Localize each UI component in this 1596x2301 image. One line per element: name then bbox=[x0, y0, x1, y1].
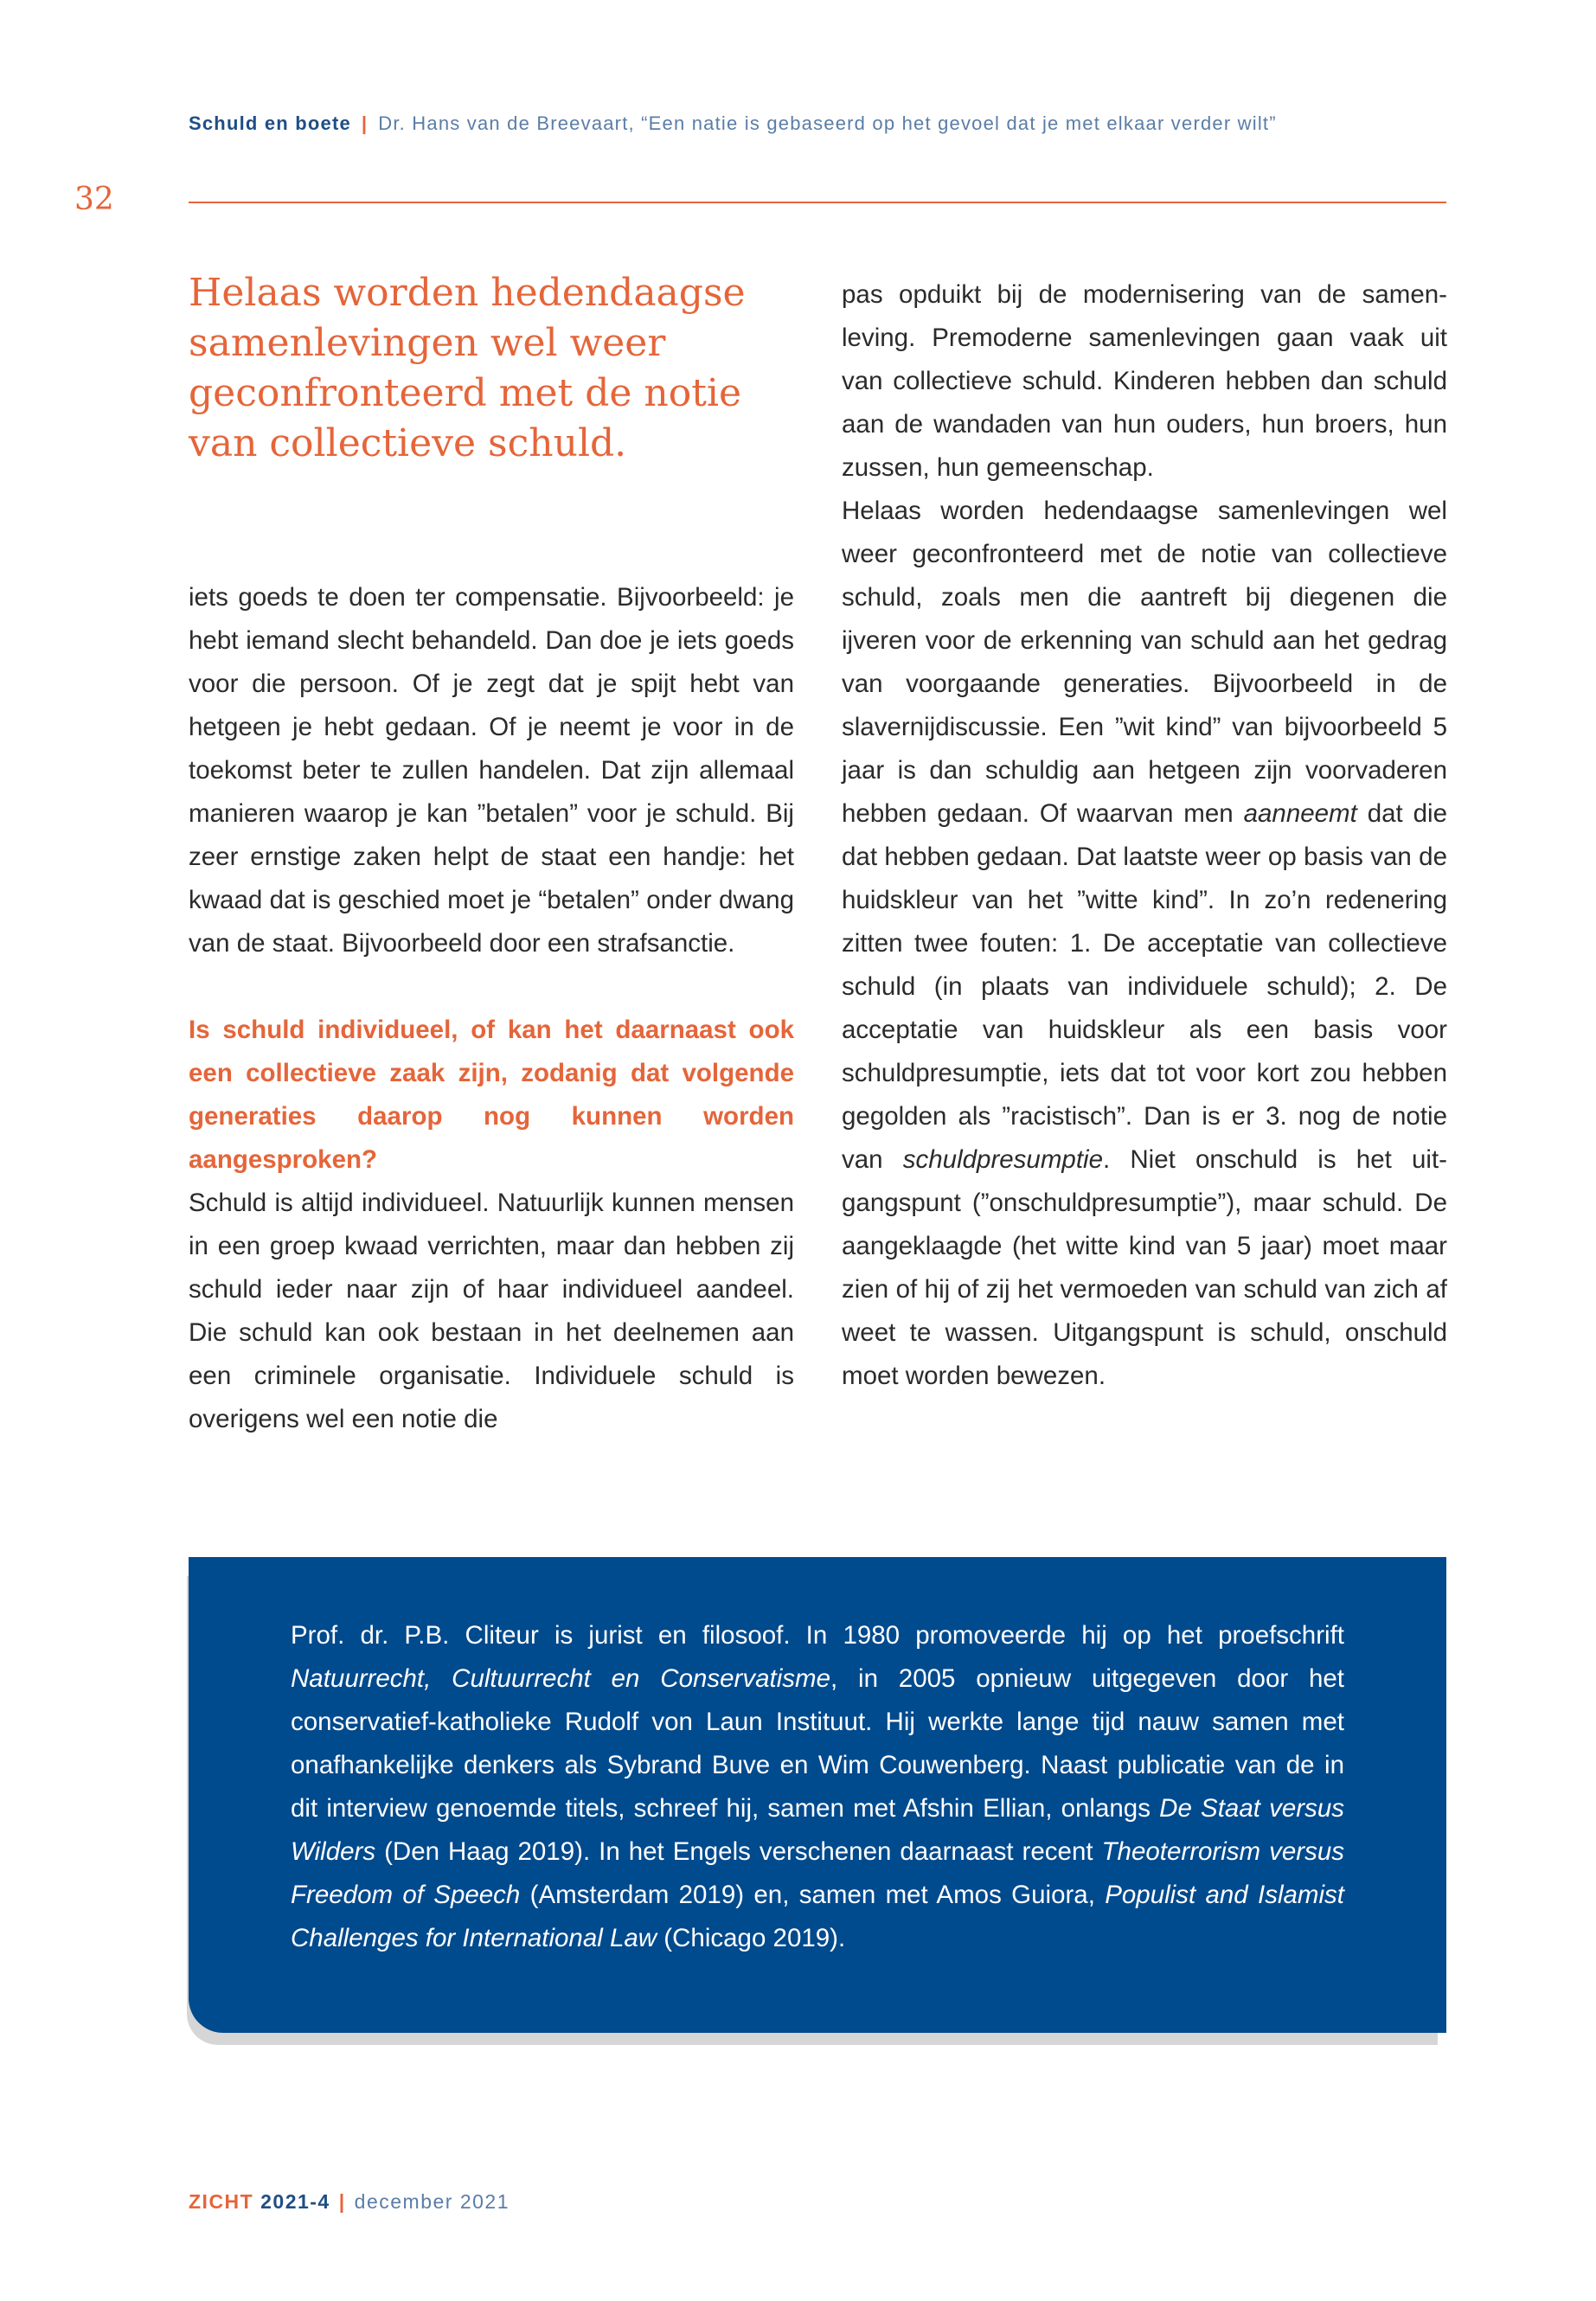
interview-question: Is schuld individueel, of kan het daarnaast ook een collectieve zaak zijn, zodanig dat volgende generaties daarop nog kunnen worden aangesproken? bbox=[189, 1016, 794, 1174]
footer-issue: 2021-4 bbox=[260, 2190, 330, 2213]
footer-date: december 2021 bbox=[354, 2190, 510, 2213]
bio-box bbox=[189, 1557, 1446, 2033]
text-run: Prof. dr. P.B. Cliteur is jurist en filosoof. In 1980 promoveerde hij op het proefschrift bbox=[291, 1621, 1344, 1650]
footer-magazine: ZICHT bbox=[189, 2190, 254, 2213]
bio-text bbox=[291, 1614, 1344, 1960]
left-paragraph-1: iets goeds te doen ter compensatie. Bijvoorbeeld: je hebt iemand slecht behandeld. Dan doe je iets goeds voor die persoon. Of je zegt dat je spijt hebt van hetgeen je hebt gedaan. Of je neemt je voor in de toekomst beter te zullen handelen. Dat zijn allemaal manieren waarop je kan ”betalen” voor je schuld. Bij zeer ernstige zaken helpt de staat een handje: het kwaad dat is geschied moet je “betalen” onder dwang van de staat. Bijvoorbeeld door een strafsanctie. bbox=[189, 583, 794, 958]
right-paragraph-2 bbox=[842, 490, 1447, 1398]
right-column bbox=[842, 273, 1447, 1398]
book-title: Populist and Islamist Challenges for International Law bbox=[291, 1881, 1345, 1952]
header-section: Schuld en boete bbox=[189, 112, 351, 134]
text-run: (Amsterdam 2019) en, samen met Amos Guiora, bbox=[520, 1881, 1106, 1909]
text-run: , in 2005 opnieuw uitgegeven door het conservatief-katholieke Rudolf von Laun Instituut. Hij werkte lange tijd nauw samen met onafhankelijke denkers als Sybrand Buve en Wim Couwenberg. Naast publicatie van de in dit interview genoemde titels, schreef hij, samen met Afshin Ellian, onlangs bbox=[291, 1664, 1345, 1823]
book-title: Theoterrorism versus Freedom of Speech bbox=[291, 1837, 1344, 1909]
running-header bbox=[189, 112, 1452, 135]
text-run: dat die dat hebben gedaan. Dat laatste weer op basis van de huidskleur van het ”witte kind”. In zo’n redenering zitten twee fouten: 1. De acceptatie van collectieve schuld (in plaats van individuele schuld); 2. De acceptatie van huidskleur als een basis voor schuldpresumptie, iets dat tot voor kort zou hebben gegolden als ”racistisch”. Dan is er 3. nog de notie van bbox=[842, 799, 1447, 1174]
book-title: Natuurrecht, Cultuurrecht en Conservatisme bbox=[291, 1664, 831, 1693]
italic-term: aanneemt bbox=[1243, 799, 1357, 828]
text-run: . Niet onschuld is het uitgangspunt (”onschuldpresumptie”), maar schuld. De aangeklaagde (het witte kind van 5 jaar) moet maar zien of hij of zij het vermoeden van schuld van zich af weet te wassen. Uitgangspunt is schuld, onschuld moet worden bewezen. bbox=[842, 1145, 1447, 1390]
italic-term: schuldpresumptie bbox=[902, 1145, 1103, 1174]
header-separator: | bbox=[361, 112, 369, 134]
page-number: 32 bbox=[74, 182, 114, 217]
text-run: Helaas worden hedendaagse samenlevingen wel weer geconfronteerd met de notie van collectieve schuld, zoals men die aantreft bij diegenen die ijveren voor de erkenning van schuld aan het gedrag van voorgaande generaties. Bijvoorbeeld in de slavernijdiscussie. Een ”wit kind” van bijvoorbeeld 5 jaar is dan schuldig aan hetgeen zijn voorvaderen hebben gedaan. Of waarvan men bbox=[842, 497, 1447, 828]
page-footer bbox=[189, 2190, 510, 2214]
footer-separator: | bbox=[338, 2190, 346, 2213]
text-run: (Chicago 2019). bbox=[657, 1924, 846, 1952]
right-paragraph-1: pas opduikt bij de modernisering van de samenleving. Premoderne samenlevingen gaan vaak uit van collectieve schuld. Kinderen hebben dan schuld aan de wandaden van hun ouders, hun broers, hun zussen, hun gemeenschap. bbox=[842, 280, 1447, 482]
book-title: De Staat versus Wilders bbox=[291, 1794, 1344, 1866]
left-paragraph-2: Schuld is altijd individueel. Natuurlijk kunnen mensen in een groep kwaad verrichten, maar dan hebben zij schuld ieder naar zijn of haar individueel aandeel. Die schuld kan ook bestaan in het deelnemen aan een criminele organisatie. Individuele schuld is overigens wel een notie die bbox=[189, 1189, 794, 1433]
header-subtitle: Dr. Hans van de Breevaart, “Een natie is gebaseerd op het gevoel dat je met elkaar verder wilt” bbox=[378, 112, 1277, 134]
pull-quote: Helaas worden hedendaagse samenlevingen wel weer geconfronteerd met de notie van collectieve schuld. bbox=[189, 271, 746, 465]
header-rule bbox=[189, 202, 1446, 203]
text-run: (Den Haag 2019). In het Engels verschenen daarnaast recent bbox=[375, 1837, 1102, 1866]
left-column bbox=[189, 576, 794, 1441]
bio-paragraph bbox=[291, 1614, 1344, 1960]
